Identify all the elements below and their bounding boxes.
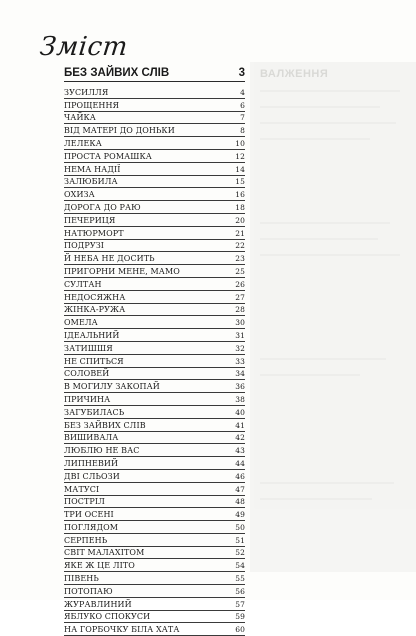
toc-main-entry-page: 3 xyxy=(238,67,245,79)
toc-entry-title: НАТЮРМОРТ xyxy=(64,228,124,238)
toc-entry xyxy=(64,227,245,240)
bleed-through-line xyxy=(260,254,400,256)
toc-entry-title: ЧАЙКА xyxy=(64,113,96,123)
toc-entry-title: ПОДРУЗІ xyxy=(64,241,105,251)
page-title: Зміст xyxy=(38,32,130,62)
toc-entry-page: 28 xyxy=(235,305,245,315)
toc-entry-page: 20 xyxy=(235,215,245,225)
toc-entry-page: 50 xyxy=(235,522,245,532)
toc-entry-title: СВІТ МАЛАХІТОМ xyxy=(64,548,145,558)
toc-entry-page: 54 xyxy=(235,561,245,571)
toc-entry-title: ЛЮБЛЮ НЕ ВАС xyxy=(64,446,140,456)
toc-entry-title: ОХИЗА xyxy=(64,190,95,200)
toc-entry-page: 42 xyxy=(235,433,245,443)
toc-entry-page: 21 xyxy=(235,228,245,238)
toc-entry-page: 59 xyxy=(235,612,245,622)
toc-entry-title: ЖУРАВЛИНИЙ xyxy=(64,599,132,609)
toc-entry-title: ЗАТИШШЯ xyxy=(64,343,113,353)
toc-entry xyxy=(64,214,245,227)
toc-entry xyxy=(64,534,245,547)
toc-entry-page: 27 xyxy=(235,292,245,302)
toc-entry xyxy=(64,240,245,253)
toc-entry xyxy=(64,329,245,342)
toc-entry-title: ЛИПНЕВИЙ xyxy=(64,458,119,468)
toc-entry-title: ПОГЛЯДОМ xyxy=(64,522,119,532)
toc-entry-page: 43 xyxy=(235,446,245,456)
toc-entry xyxy=(64,86,245,99)
toc-entry-title: ДВІ СЛЬОЗИ xyxy=(64,471,120,481)
bleed-through-title: ВАЛЖЕННЯ xyxy=(260,68,329,80)
toc-entry-page: 49 xyxy=(235,510,245,520)
toc-entry-title: ЗУСИЛЛЯ xyxy=(64,87,109,97)
toc-entry xyxy=(64,508,245,521)
toc-entry-title: ПРОСТА РОМАШКА xyxy=(64,151,152,161)
toc-entry-page: 38 xyxy=(235,394,245,404)
toc-entry xyxy=(64,316,245,329)
toc-entry xyxy=(64,176,245,189)
toc-entry xyxy=(64,572,245,585)
toc-entry-page: 40 xyxy=(235,407,245,417)
toc-entry xyxy=(64,380,245,393)
toc-main-entry xyxy=(64,67,245,82)
toc-entry-title: СУЛТАН xyxy=(64,279,102,289)
toc-entry-title: МАТУСІ xyxy=(64,484,100,494)
toc-entry-title: НЕМА НАДІЇ xyxy=(64,164,121,174)
toc-entry xyxy=(64,278,245,291)
toc-entry-title: ПЕЧЕРИЦЯ xyxy=(64,215,116,225)
toc-entry-page: 31 xyxy=(235,330,245,340)
toc-entry xyxy=(64,291,245,304)
toc-entry-title: ОМЕЛА xyxy=(64,318,98,328)
toc-entry xyxy=(64,406,245,419)
bleed-through-line xyxy=(260,122,396,124)
toc-entry-page: 36 xyxy=(235,382,245,392)
toc-entry xyxy=(64,368,245,381)
toc-entry-title: ПРОЩЕННЯ xyxy=(64,100,120,110)
bleed-through-line xyxy=(260,482,394,484)
toc-entry-page: 57 xyxy=(235,599,245,609)
toc-entry xyxy=(64,470,245,483)
toc-entry-page: 10 xyxy=(235,138,245,148)
toc-entry-title: БЕЗ ЗАЙВИХ СЛІВ xyxy=(64,420,146,430)
toc-entry xyxy=(64,393,245,406)
toc-entry xyxy=(64,342,245,355)
toc-entry-title: В МОГИЛУ ЗАКОПАЙ xyxy=(64,382,160,392)
toc-entry-page: 6 xyxy=(240,100,245,110)
toc-entry-page: 8 xyxy=(240,126,245,136)
toc-entry-title: ПРИЧИНА xyxy=(64,394,111,404)
toc-entry-page: 14 xyxy=(235,164,245,174)
toc-entry-title: СЕРПЕНЬ xyxy=(64,535,108,545)
toc-entry-page: 16 xyxy=(235,190,245,200)
toc-main-entry-title: БЕЗ ЗАЙВИХ СЛІВ xyxy=(64,67,170,79)
toc-entry xyxy=(64,559,245,572)
toc-entry xyxy=(64,432,245,445)
toc-entry-page: 18 xyxy=(235,202,245,212)
toc-entry-title: НЕ СПИТЬСЯ xyxy=(64,356,124,366)
toc-entry-title: ЗАЛЮБИЛА xyxy=(64,177,118,187)
toc-entry xyxy=(64,496,245,509)
bleed-through-area xyxy=(250,62,416,572)
toc-entry xyxy=(64,304,245,317)
toc-entry-page: 33 xyxy=(235,356,245,366)
toc-entry xyxy=(64,99,245,112)
bleed-through-line xyxy=(260,222,390,224)
toc-entry xyxy=(64,611,245,624)
toc-entry xyxy=(64,355,245,368)
toc-entry xyxy=(64,547,245,560)
toc-entry xyxy=(64,419,245,432)
toc-entry-title: Й НЕБА НЕ ДОСИТЬ xyxy=(64,254,155,264)
toc-entry xyxy=(64,585,245,598)
toc-entry-page: 25 xyxy=(235,266,245,276)
toc-entry xyxy=(64,483,245,496)
toc-entry xyxy=(64,137,245,150)
bleed-through-line xyxy=(260,498,372,500)
toc-entry-title: ТРИ ОСЕНІ xyxy=(64,510,114,520)
toc-entry-page: 26 xyxy=(235,279,245,289)
toc-entry-page: 56 xyxy=(235,586,245,596)
toc-entry xyxy=(64,163,245,176)
bleed-through-line xyxy=(260,238,378,240)
toc-entry-title: ЖІНКА-РУЖА xyxy=(64,305,126,315)
toc-entry-page: 15 xyxy=(235,177,245,187)
toc-entry-title: НЕДОСЯЖНА xyxy=(64,292,126,302)
toc-entry-title: ПОТОПАЮ xyxy=(64,586,113,596)
table-of-contents xyxy=(64,86,245,636)
toc-entry-title: СОЛОВЕЙ xyxy=(64,369,110,379)
toc-entry-page: 23 xyxy=(235,254,245,264)
toc-entry-page: 12 xyxy=(235,151,245,161)
toc-entry-title: НА ГОРБОЧКУ БІЛА ХАТА xyxy=(64,625,180,635)
toc-entry xyxy=(64,457,245,470)
bleed-through-line xyxy=(260,90,400,92)
toc-entry-page: 34 xyxy=(235,369,245,379)
toc-entry-page: 46 xyxy=(235,471,245,481)
toc-entry-title: ПРИГОРНИ МЕНЕ, МАМО xyxy=(64,266,180,276)
bleed-through-line xyxy=(260,374,360,376)
bleed-through-line xyxy=(260,106,380,108)
toc-entry-page: 44 xyxy=(235,458,245,468)
toc-entry-title: ЯКЕ Ж ЦЕ ЛІТО xyxy=(64,561,135,571)
toc-entry-page: 22 xyxy=(235,241,245,251)
toc-entry-page: 48 xyxy=(235,497,245,507)
toc-entry-page: 30 xyxy=(235,318,245,328)
toc-entry xyxy=(64,201,245,214)
bleed-through-line xyxy=(260,358,386,360)
toc-entry-title: ІДЕАЛЬНИЙ xyxy=(64,330,120,340)
toc-entry-page: 7 xyxy=(240,113,245,123)
toc-entry xyxy=(64,150,245,163)
toc-entry-title: ВІД МАТЕРІ ДО ДОНЬКИ xyxy=(64,126,175,136)
toc-entry-title: ПІВЕНЬ xyxy=(64,574,99,584)
toc-entry xyxy=(64,265,245,278)
toc-entry-page: 4 xyxy=(240,87,245,97)
toc-entry-title: ДОРОГА ДО РАЮ xyxy=(64,202,141,212)
toc-entry xyxy=(64,521,245,534)
toc-entry-page: 52 xyxy=(235,548,245,558)
toc-entry xyxy=(64,444,245,457)
toc-entry xyxy=(64,124,245,137)
toc-entry-page: 32 xyxy=(235,343,245,353)
toc-entry-page: 47 xyxy=(235,484,245,494)
toc-entry xyxy=(64,112,245,125)
toc-entry-title: ЯБЛУКО СПОКУСИ xyxy=(64,612,151,622)
toc-entry-page: 60 xyxy=(235,625,245,635)
toc-entry xyxy=(64,623,245,636)
toc-entry-page: 55 xyxy=(235,574,245,584)
toc-entry xyxy=(64,252,245,265)
toc-entry-title: ПОСТРІЛ xyxy=(64,497,105,507)
toc-entry-title: ВИШИВАЛА xyxy=(64,433,119,443)
toc-entry xyxy=(64,188,245,201)
toc-entry-title: ЛЕЛЕКА xyxy=(64,138,102,148)
bleed-through-line xyxy=(260,138,370,140)
toc-entry-page: 51 xyxy=(235,535,245,545)
toc-entry-page: 41 xyxy=(235,420,245,430)
toc-entry-title: ЗАГУБИЛАСЬ xyxy=(64,407,125,417)
